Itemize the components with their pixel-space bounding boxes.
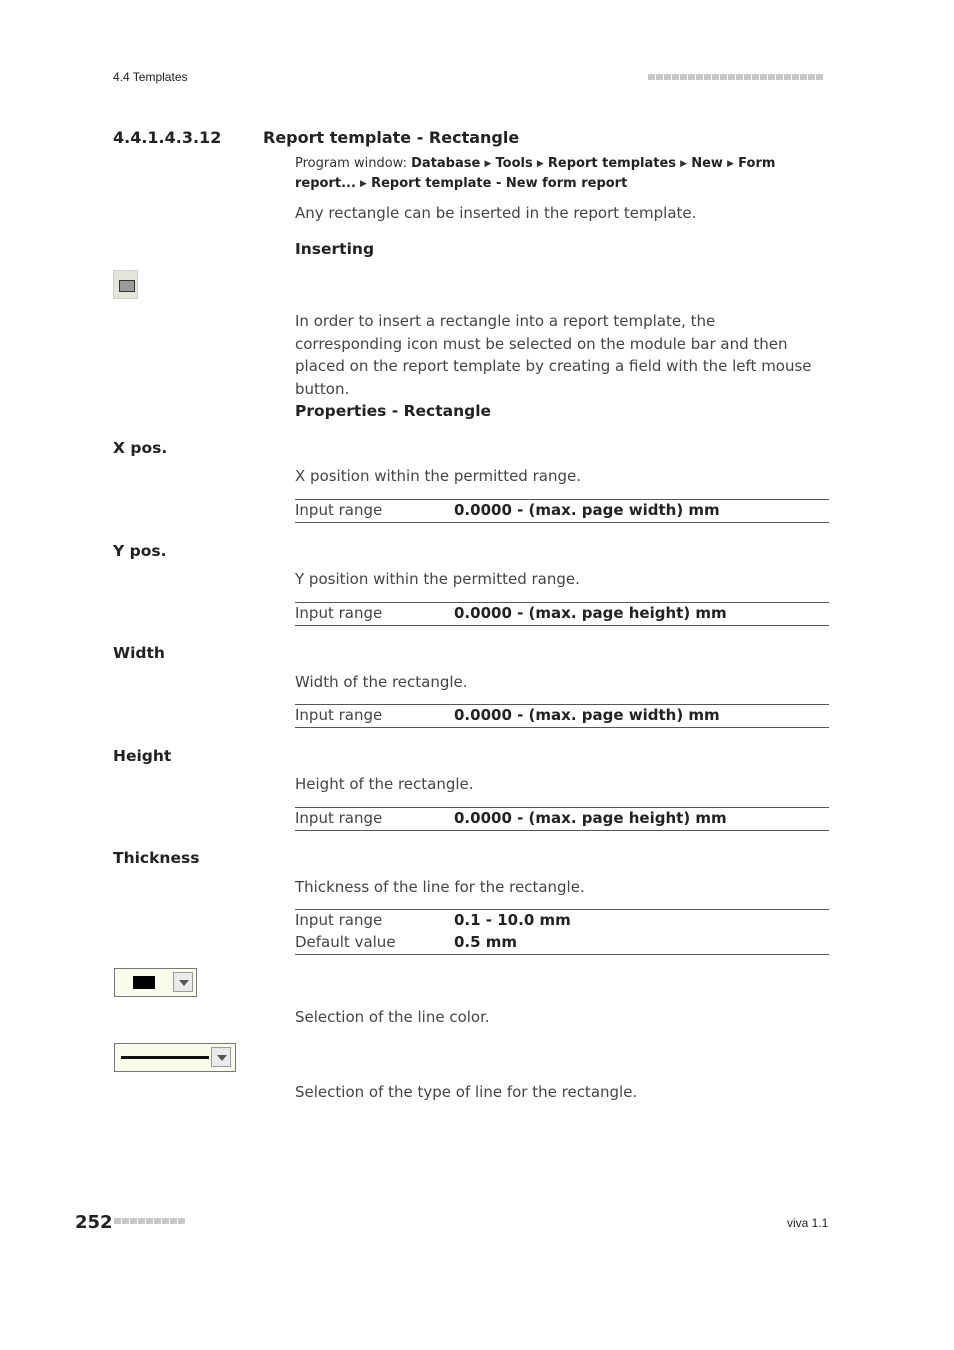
table-value: 0.0000 - (max. page height) mm bbox=[454, 809, 727, 827]
menu-path bbox=[295, 154, 815, 194]
table-key: Input range bbox=[295, 706, 383, 724]
table-key: Input range bbox=[295, 604, 383, 622]
line-type-dropdown[interactable] bbox=[114, 1043, 236, 1072]
table-key: Input range bbox=[295, 911, 383, 929]
header-decoration bbox=[648, 74, 823, 80]
menu-path-item: New bbox=[691, 156, 723, 171]
table-value: 0.0000 - (max. page width) mm bbox=[454, 501, 720, 519]
table-key: Input range bbox=[295, 501, 383, 519]
menu-path-item: Report templates bbox=[547, 156, 677, 171]
menu-path-item: Form report... bbox=[295, 156, 776, 191]
intro-text: Any rectangle can be inserted in the report template. bbox=[295, 204, 697, 222]
table-value: 0.5 mm bbox=[454, 933, 518, 951]
table-value: 0.1 - 10.0 mm bbox=[454, 911, 571, 929]
section-title: Report template - Rectangle bbox=[263, 128, 520, 147]
section-number: 4.4.1.4.3.12 bbox=[113, 128, 222, 147]
property-description: Width of the rectangle. bbox=[295, 673, 468, 691]
property-table bbox=[295, 499, 829, 523]
chevron-down-icon[interactable] bbox=[173, 972, 193, 992]
table-key: Input range bbox=[295, 809, 383, 827]
inserting-heading: Inserting bbox=[295, 240, 375, 258]
property-description: X position within the permitted range. bbox=[295, 467, 581, 485]
line-color-text: Selection of the line color. bbox=[295, 1008, 490, 1026]
table-key: Default value bbox=[295, 933, 396, 951]
property-table bbox=[295, 909, 829, 955]
path-arrow-icon: ▶ bbox=[484, 159, 492, 169]
property-description: Y position within the permitted range. bbox=[295, 570, 580, 588]
line-type-text: Selection of the type of line for the rectangle. bbox=[295, 1083, 638, 1101]
menu-path-item: Tools bbox=[495, 156, 533, 171]
property-label-width: Width bbox=[113, 644, 165, 662]
property-description: Thickness of the line for the rectangle. bbox=[295, 878, 585, 896]
running-header-section: 4.4 Templates bbox=[113, 70, 188, 84]
menu-path-prefix: Program window: bbox=[295, 156, 407, 171]
property-label-height: Height bbox=[113, 747, 172, 765]
page-number: 252 bbox=[75, 1212, 113, 1233]
path-arrow-icon: ▶ bbox=[680, 159, 688, 169]
property-description: Height of the rectangle. bbox=[295, 775, 474, 793]
color-swatch bbox=[133, 976, 155, 989]
footer-decoration bbox=[114, 1218, 185, 1224]
property-table bbox=[295, 807, 829, 831]
property-table bbox=[295, 602, 829, 626]
properties-heading: Properties - Rectangle bbox=[295, 402, 492, 420]
rectangle-tool-icon bbox=[113, 270, 138, 299]
path-arrow-icon: ▶ bbox=[536, 159, 544, 169]
menu-path-item: Report template - New form report bbox=[371, 176, 628, 191]
inserting-text: In order to insert a rectangle into a report template, the corresponding icon must be selected on the module bar and then placed on the report template by creating a field with the left mouse button. bbox=[295, 312, 812, 398]
menu-path-item: Database bbox=[411, 156, 481, 171]
path-arrow-icon: ▶ bbox=[360, 179, 367, 189]
table-value: 0.0000 - (max. page width) mm bbox=[454, 706, 720, 724]
property-table bbox=[295, 704, 829, 728]
property-label-x-pos: X pos. bbox=[113, 439, 168, 457]
line-style-preview bbox=[121, 1056, 209, 1059]
product-name: viva 1.1 bbox=[787, 1216, 829, 1230]
property-label-y-pos: Y pos. bbox=[113, 542, 167, 560]
path-arrow-icon: ▶ bbox=[727, 159, 735, 169]
chevron-down-icon[interactable] bbox=[211, 1047, 231, 1067]
table-value: 0.0000 - (max. page height) mm bbox=[454, 604, 727, 622]
property-label-thickness: Thickness bbox=[113, 849, 200, 867]
line-color-dropdown[interactable] bbox=[114, 968, 197, 997]
